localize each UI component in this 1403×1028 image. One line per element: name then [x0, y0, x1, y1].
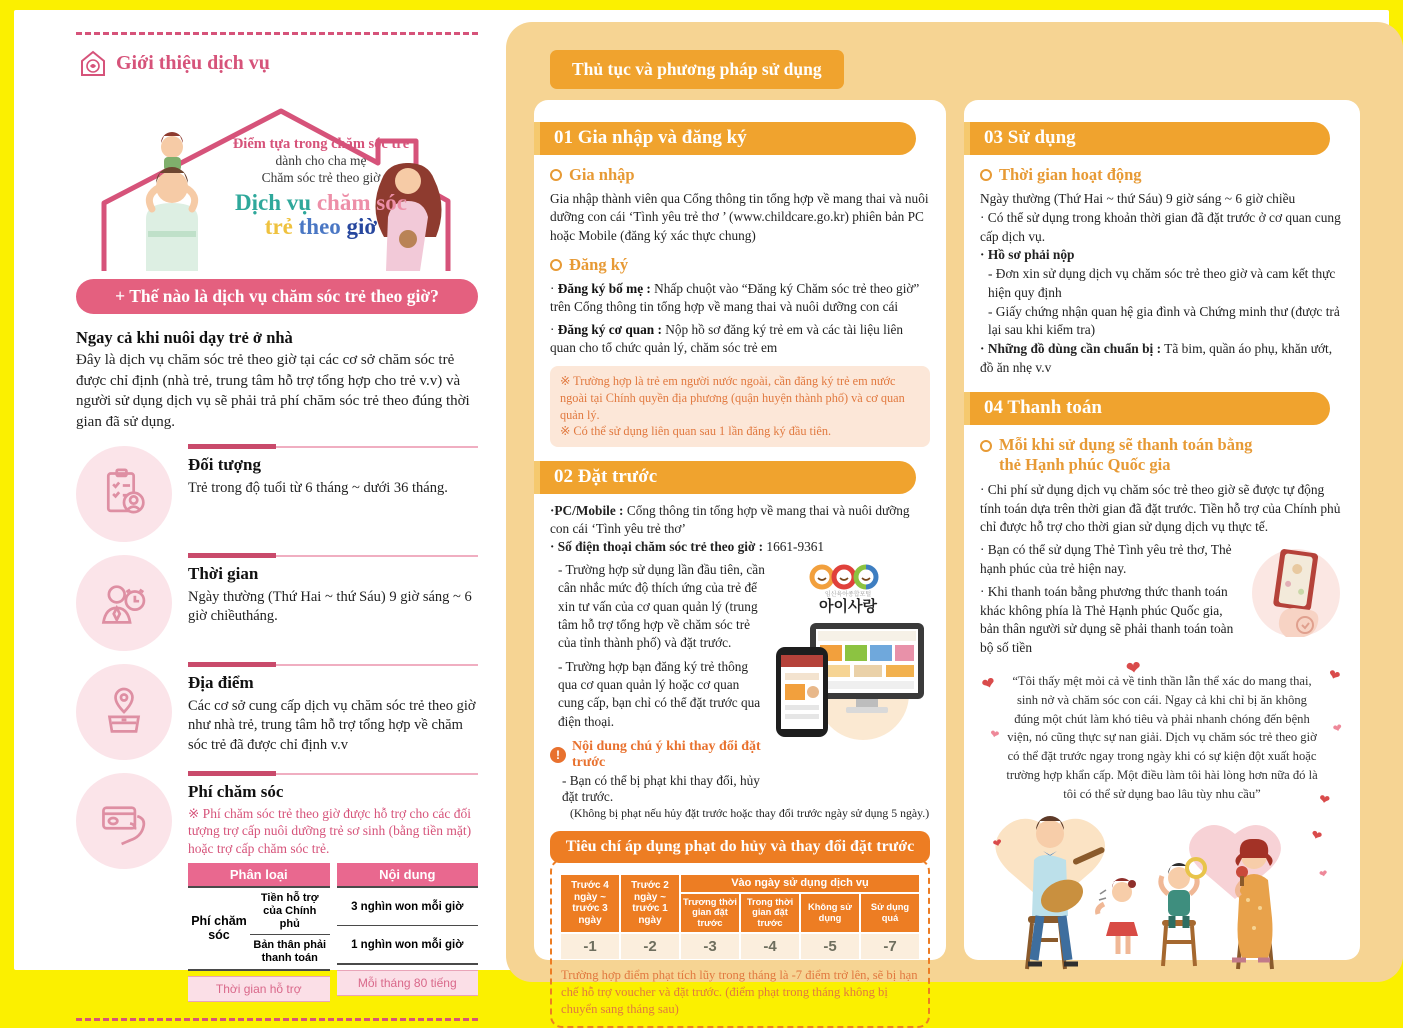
- clipboard-person-icon: [76, 446, 172, 542]
- heart-icon: ❤: [1331, 721, 1344, 736]
- penalty-box: [550, 859, 930, 1028]
- fee-row-value: 3 nghìn won mỗi giờ: [337, 886, 479, 925]
- brand-word: theo: [298, 214, 341, 240]
- section-02-header: 02 Đặt trước: [540, 461, 916, 494]
- register-item-text: Nhấp chuột vào “Đăng ký Chăm sóc trẻ theo giờ” trên Cổng thông tin tổng hợp về mang thai và nuôi dưỡng con cái: [550, 281, 920, 315]
- section-rule: [188, 773, 478, 775]
- intro-section-title: Giới thiệu dịch vụ: [116, 51, 270, 74]
- join-heading: Gia nhập: [569, 165, 635, 184]
- penalty-group-header: Vào ngày sử dụng dịch vụ: [681, 875, 919, 892]
- documents-heading: · Hồ sơ phải nộp: [980, 247, 1075, 263]
- join-body: Gia nhập thành viên qua Cổng thông tin tổng hợp về mang thai và nuôi dưỡng con cái ‘Tình yêu trẻ thơ ’ (www.childcare.go.kr) phiên bản PC hoặc Mobile (đăng ký xác thực chung): [550, 191, 929, 243]
- exclamation-icon: !: [550, 747, 566, 763]
- fee-table-left-column: [188, 863, 330, 1001]
- foreign-child-note-box: [550, 366, 930, 446]
- documents-line-2: - Giấy chứng nhận quan hệ gia đình và Chứng minh thư (được trả lại sau khi kiểm tra): [988, 303, 1340, 338]
- brand-word: giờ: [346, 214, 378, 240]
- heart-icon: ❤: [979, 674, 998, 695]
- info-section-doi-tuong: [76, 446, 478, 542]
- section-title: Thời gian: [188, 563, 259, 583]
- penalty-sub-header: Sử dụng quá: [861, 894, 919, 932]
- heart-icon: ❤: [1318, 868, 1329, 881]
- register-item-agency: · Đăng ký cơ quan : Nộp hồ sơ đăng ký trẻ em và các tài liệu liên quan cho tổ chức quản lý, chăm sóc trẻ em: [550, 321, 904, 356]
- items-label: · Những đồ dùng cần chuẩn bị :: [980, 341, 1162, 357]
- house-stamp-icon: [78, 49, 108, 77]
- phone-value: 1661-9361: [763, 539, 825, 555]
- register-item-label: Đăng ký cơ quan :: [557, 321, 662, 337]
- fee-header-phan-loai: Phân loại: [188, 863, 330, 886]
- boy-tambourine-figure: [1161, 859, 1205, 966]
- operating-hours-heading: Thời gian hoạt động: [999, 165, 1142, 184]
- penalty-value: -3: [681, 934, 739, 959]
- what-is-service-banner: + Thế nào là dịch vụ chăm sóc trẻ theo giờ?: [76, 279, 478, 314]
- caution-line-1: - Bạn có thể bị phạt khi thay đổi, hủy đặt trước.: [562, 772, 760, 804]
- house-tagline-2: dành cho cha mẹ: [275, 153, 367, 169]
- penalty-banner: Tiêu chí áp dụng phạt do hủy và thay đổi đặt trước: [550, 831, 930, 863]
- family-band-illustration: [980, 808, 1340, 976]
- register-item-parents: · Đăng ký bố mẹ : Nhấp chuột vào “Đăng ký Chăm sóc trẻ theo giờ” trên Cổng thông tin tổng hợp về mang thai và nuôi dưỡng con cái: [550, 281, 920, 315]
- person-clock-icon: [76, 555, 172, 651]
- fee-row-label: Tiền hỗ trợ của Chính phủ: [250, 888, 330, 935]
- register-heading: Đăng ký: [569, 255, 629, 275]
- penalty-sub-header: Trương thời gian đặt trước: [681, 894, 739, 932]
- section-rule: [188, 664, 478, 666]
- section-rule: [188, 555, 478, 557]
- reservation-dash-1: - Trường hợp sử dụng lần đầu tiên, cần cân nhắc mức độ thích ứng của trẻ để xin tư vấn của cơ quan quản lý (trung tâm hỗ trợ tổng hợp về chăm sóc trẻ của tỉnh thành phố) và đặt trước.: [558, 561, 765, 651]
- house-tagline-1: Điểm tựa trong chăm sóc trẻ: [232, 136, 410, 152]
- heart-icon: ❤: [991, 836, 1004, 851]
- singing-girl-figure: [1098, 878, 1138, 954]
- logo-name: 아이사랑: [819, 598, 878, 615]
- house-tagline-3: Chăm sóc trẻ theo giờ: [261, 170, 381, 185]
- heart-icon: ❤: [1309, 826, 1325, 845]
- penalty-value: -4: [741, 934, 799, 959]
- brand-word: Dịch: [235, 189, 282, 215]
- info-section-thoi-gian: [76, 555, 478, 651]
- payment-heading: [999, 435, 1252, 476]
- payment-bullet-3: · Khi thanh toán bằng phương thức thanh toán khác không phía là Thẻ Hạnh phúc Quốc gia, bản thân người sử dụng sẽ phải thanh toán toàn bộ số tiền: [980, 583, 1234, 656]
- fee-header-noi-dung: Nội dung: [337, 863, 479, 886]
- procedure-badge: Thủ tục và phương pháp sử dụng: [550, 50, 844, 89]
- logo-small-text: 임신육아종합포털: [825, 591, 872, 598]
- bottom-dashed-divider: [76, 1018, 478, 1021]
- reservation-dash-2: - Trường hợp bạn đăng ký trẻ thông qua cơ quan quản lý hoặc cơ quan cung cấp, bạn chỉ có thể đặt trước qua điện thoại.: [558, 658, 761, 729]
- phone-label: · Số điện thoại chăm sóc trẻ theo giờ :: [550, 539, 764, 555]
- penalty-col1-header: Trước 4 ngày ~ trước 3 ngày: [561, 875, 619, 932]
- hours-line-1: Ngày thường (Thứ Hai ~ thứ Sáu) 9 giờ sáng ~ 6 giờ chiều: [980, 191, 1296, 206]
- procedure-wrapper: [506, 22, 1403, 1016]
- section-04-header: 04 Thanh toán: [970, 392, 1330, 425]
- heart-icon: ❤: [988, 727, 1001, 742]
- items-text: Tã bim, quần áo phụ, khăn ướt, đồ ăn nhẹ v.v: [980, 341, 1333, 375]
- caution-title: Nội dung chú ý khi thay đổi đặt trước: [572, 738, 761, 770]
- section-title: Phí chăm sóc: [188, 781, 284, 801]
- ring-bullet-icon: [980, 169, 992, 181]
- info-section-dia-diem: [76, 664, 478, 760]
- left-panel-intro: [76, 32, 478, 996]
- caution-line-2: (Không bị phạt nếu hủy đặt trước hoặc thay đổi trước ngày sử dụng 5 ngày.): [570, 805, 930, 820]
- lead-body: Đây là dịch vụ chăm sóc trẻ theo giờ tại các cơ sở chăm sóc trẻ được chỉ định (nhà trẻ, trung tâm hỗ trợ tổng hợp cho trẻ v.v) và người sử dụng dịch vụ sẽ phải trả phí chăm sóc trẻ theo đúng thời gian đã sử dụng.: [76, 352, 470, 431]
- penalty-col2-header: Trước 2 ngày ~ trước 1 ngày: [621, 875, 679, 932]
- fee-table-right-column: [337, 863, 479, 1001]
- heart-icon: ❤: [1124, 656, 1142, 679]
- section-body: Ngày thường (Thứ Hai ~ thứ Sáu) 9 giờ sáng ~ 6 giờ chiềutháng.: [188, 588, 472, 625]
- card-in-hand-icon: [76, 773, 172, 869]
- heart-icon: ❤: [1317, 791, 1332, 808]
- ring-bullet-icon: [980, 440, 992, 452]
- lead-title: Ngay cả khi nuôi dạy trẻ ở nhà: [76, 328, 293, 347]
- house-illustration: [76, 81, 478, 277]
- note-line: ※ Trường hợp là trẻ em người nước ngoài, cần đăng ký trẻ em nước ngoài tại Chính quyền địa phương (quận huyện thành phố) và cơ quan quản lý.: [560, 374, 905, 422]
- penalty-note: Trường hợp điểm phạt tích lũy trong tháng là -7 điểm trở lên, sẽ bị hạn chế hỗ trợ voucher và đặt trước. (điểm phạt trong tháng không bị chuyển sang tháng sau): [561, 967, 918, 1016]
- register-item-label: Đăng ký bố mẹ :: [557, 281, 651, 297]
- items-to-prepare-line: [980, 340, 1344, 378]
- top-dashed-divider: [76, 32, 478, 35]
- mother-shaker-figure: [1232, 839, 1273, 969]
- penalty-value: -1: [561, 934, 619, 959]
- fee-footer-value: Mỗi tháng 80 tiếng: [337, 970, 479, 996]
- happiness-card-illustration: [1248, 541, 1344, 645]
- ring-bullet-icon: [550, 259, 562, 271]
- penalty-value: -2: [621, 934, 679, 959]
- payment-heading-line1: Mỗi khi sử dụng sẽ thanh toán bằng: [999, 434, 1253, 454]
- penalty-value: -5: [801, 934, 859, 959]
- service-brand-name: [206, 191, 436, 239]
- ai-sarang-logo: [788, 563, 908, 615]
- brand-word: vụ: [286, 189, 312, 215]
- payment-bullet-1: · Chi phí sử dụng dịch vụ chăm sóc trẻ theo giờ sẽ được tự động tính toán dựa trên thời gian đã đặt trước. Tiền hỗ trợ của Chính phủ chỉ được hỗ trợ cho thời gian sử dụng dịch vụ thực tế.: [980, 481, 1341, 535]
- phone-number-line: [550, 538, 930, 556]
- section-body: Trẻ trong độ tuổi từ 6 tháng ~ dưới 36 tháng.: [188, 479, 448, 496]
- pc-phone-mockup: [768, 619, 928, 741]
- location-pin-icon: [76, 664, 172, 760]
- pc-mobile-text: Cổng thông tin tổng hợp về mang thai và nuôi dưỡng con cái ‘Tình yêu trẻ thơ’: [550, 502, 910, 537]
- note-line: ※ Có thể sử dụng liên quan sau 1 lần đăng ký đầu tiên.: [560, 424, 832, 439]
- pc-mobile-line: [550, 502, 930, 539]
- middle-card: [534, 100, 946, 1016]
- section-rule: [188, 446, 478, 448]
- fee-row-value: 1 nghìn won mỗi giờ: [337, 925, 479, 963]
- penalty-sub-header: Trong thời gian đặt trước: [741, 894, 799, 932]
- pc-mobile-label: ·PC/Mobile :: [550, 502, 624, 518]
- heart-icon: ❤: [1326, 667, 1343, 686]
- payment-bullet-2: · Bạn có thể sử dụng Thẻ Tình yêu trẻ thơ, Thẻ hạnh phúc của trẻ hiện nay.: [980, 542, 1232, 576]
- house-text-block: [206, 135, 436, 239]
- info-section-phi-cham-soc: [76, 773, 478, 1002]
- ring-bullet-icon: [550, 169, 562, 181]
- right-card: [964, 100, 1360, 960]
- penalty-sub-header: Không sử dụng: [801, 894, 859, 932]
- penalty-value: -7: [861, 934, 919, 959]
- section-title: Đối tượng: [188, 454, 261, 474]
- caution-title-row: [550, 739, 767, 771]
- section-title: Địa điểm: [188, 672, 254, 692]
- brand-word: trẻ: [264, 214, 293, 240]
- section-note: ※ Phí chăm sóc trẻ theo giờ được hỗ trợ cho các đối tượng trợ cấp nuôi dưỡng trẻ sơ sinh (bằng tiền mặt) hoặc trợ cấp chăm sóc trẻ.: [188, 805, 472, 856]
- fee-group-label: Phí chăm sóc: [191, 914, 247, 943]
- brand-word: chăm: [316, 189, 371, 215]
- payment-heading-line2: thẻ Hạnh phúc Quốc gia: [999, 455, 1171, 475]
- testimonial-quote-block: [979, 656, 1344, 808]
- register-item-text: Nộp hồ sơ đăng ký trẻ em và các tài liệu liên quan cho tổ chức quản lý, chăm sóc trẻ em: [550, 321, 904, 356]
- penalty-table: [561, 875, 919, 959]
- brochure-page: [14, 10, 1389, 1016]
- fee-footer-label: Thời gian hỗ trợ: [188, 976, 330, 1002]
- testimonial-quote: “Tôi thấy mệt mỏi cả về tinh thần lẫn thể xác do mang thai, sinh nở và chăm sóc con cái. Ngay cả khi chỉ bị ăn không đúng một chút làm khó tiêu và phải nhanh chóng đến bệnh viện, nó cũng thực sự nan giải. Dịch vụ chăm sóc trẻ theo giờ có thể đặt trước ngay trong ngày khi có sự kiện đột xuất hoặc trường hợp khẩn cấp. Một điều làm tôi hài lòng hơn nữa đó là tôi có thể sử dụng bao lâu tùy nhu cầu”: [1006, 673, 1318, 802]
- hours-line-2: · Có thể sử dụng trong khoản thời gian đã đặt trước ở cơ quan cung cấp dịch vụ.: [980, 209, 1341, 244]
- fee-table: [188, 863, 478, 1001]
- section-01-header: 01 Gia nhập và đăng ký: [540, 122, 916, 155]
- brand-word: sóc: [376, 189, 407, 215]
- section-03-header: 03 Sử dụng: [970, 122, 1330, 155]
- section-body: Các cơ sở cung cấp dịch vụ chăm sóc trẻ theo giờ như nhà trẻ, trung tâm hỗ trợ tổng hợp về chăm sóc trẻ đã được chỉ định v.v: [188, 697, 476, 753]
- documents-line-1: - Đơn xin sử dụng dịch vụ chăm sóc trẻ theo giờ và cam kết thực hiện quy định: [988, 266, 1336, 300]
- fee-row-label: Bản thân phải thanh toán: [253, 939, 327, 964]
